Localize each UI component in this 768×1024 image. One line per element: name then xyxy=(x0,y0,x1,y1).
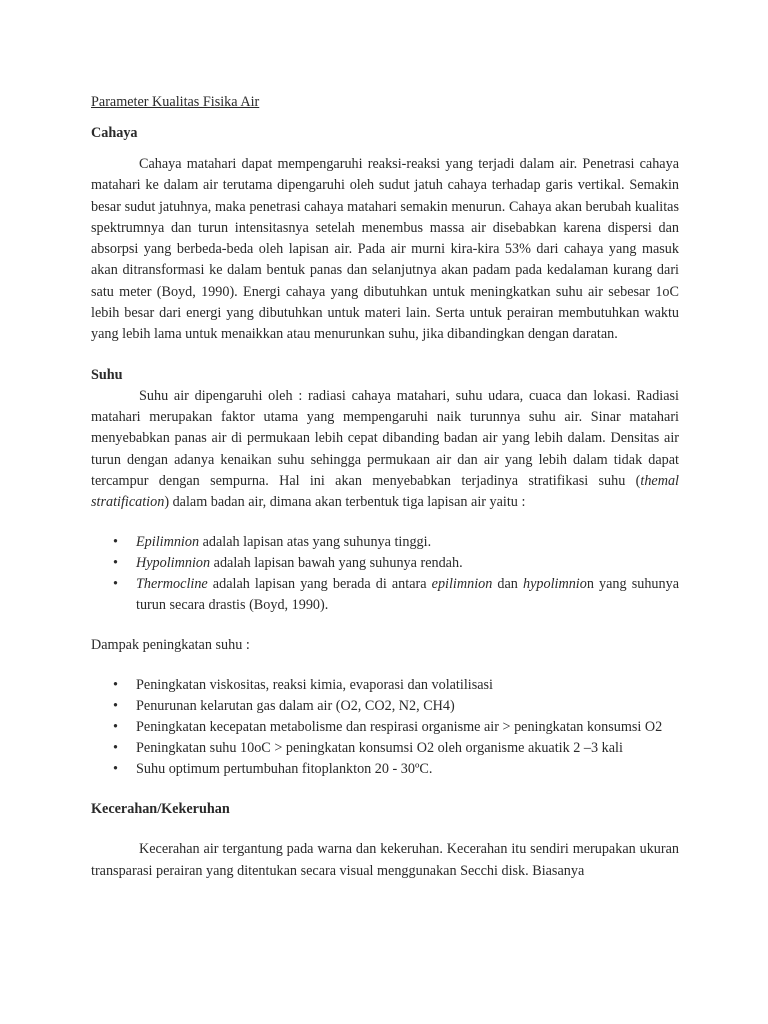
heading-cahaya: Cahaya xyxy=(91,125,138,141)
dampak-label: Dampak peningkatan suhu : xyxy=(91,637,250,654)
list-item: • Peningkatan viskositas, reaksi kimia, evaporasi dan volatilisasi xyxy=(113,677,493,694)
list-item: • Suhu optimum pertumbuhan fitoplankton 20 - 30ºC. xyxy=(113,761,433,778)
paragraph-kecerahan: Kecerahan air tergantung pada warna dan kekeruhan. Kecerahan itu sendiri merupakan ukuran transparasi perairan yang ditentukan secara visual menggunakan Secchi disk. Biasanya xyxy=(91,841,679,879)
heading-kecerahan: Kecerahan/Kekeruhan xyxy=(91,801,230,818)
document-title: Parameter Kualitas Fisika Air xyxy=(91,94,260,110)
layer-list xyxy=(91,532,679,616)
list-item-hypolimnion: • Hypolimnion adalah lapisan bawah yang suhunya rendah. xyxy=(113,555,463,572)
list-item-epilimnion: • Epilimnion adalah lapisan atas yang suhunya tinggi. xyxy=(113,534,432,551)
paragraph-cahaya: Cahaya matahari dapat mempengaruhi reaksi-reaksi yang terjadi dalam air. Penetrasi cahaya matahari ke dalam air terutama dipengaruhi oleh sudut jatuh cahaya terhadap garis vertikal. Semakin besar sudut jatuhnya, maka penetrasi cahaya matahari semakin menurun. Cahaya akan berubah kualitas spektrumnya dan turun intensitasnya setelah menembus massa air disebabkan karena dispersi dan absorpsi yang berbeda-beda oleh lapisan air. Pada air murni kira-kira 53% dari cahaya yang masuk akan ditransformasi ke dalam bentuk panas dan selanjutnya akan padam pada kedalaman kurang dari satu meter (Boyd, 1990). Energi cahaya yang dibutuhkan untuk meningkatkan suhu air sebesar 1oC lebih besar dari energi yang dibutuhkan untuk materi lain. Serta untuk perairan membutuhkan waktu yang lebih lama untuk menaikkan atau menurunkan suhu, jika dibandingkan dengan daratan. xyxy=(91,156,679,343)
heading-suhu: Suhu xyxy=(91,366,123,383)
dampak-list xyxy=(91,675,679,780)
paragraph-suhu: Suhu air dipengaruhi oleh : radiasi cahaya matahari, suhu udara, cuaca dan lokasi. Radiasi matahari merupakan faktor utama yang mempengaruhi naik turunnya suhu air. Sinar matahari menyebabkan panas air di permukaan lebih cepat dibanding badan air yang lebih dalam. Densitas air turun dengan adanya kenaikan suhu sehingga permukaan air dan air yang lebih dalam tidak dapat tercampur dengan sempurna. Hal ini akan menyebabkan terjadinya stratifikasi suhu (themal stratification) dalam badan air, dimana akan terbentuk tiga lapisan air yaitu : xyxy=(91,387,679,511)
list-item-thermocline: • Thermocline adalah lapisan yang berada di antara epilimnion dan hypolimnion yang suhunya turun secara drastis (Boyd, 1990). xyxy=(113,576,679,614)
list-item: • Penurunan kelarutan gas dalam air (O2, CO2, N2, CH4) xyxy=(113,698,455,715)
list-item: • Peningkatan suhu 10oC > peningkatan konsumsi O2 oleh organisme akuatik 2 –3 kali xyxy=(113,740,623,757)
list-item: • Peningkatan kecepatan metabolisme dan respirasi organisme air > peningkatan konsumsi O2 xyxy=(113,719,663,736)
